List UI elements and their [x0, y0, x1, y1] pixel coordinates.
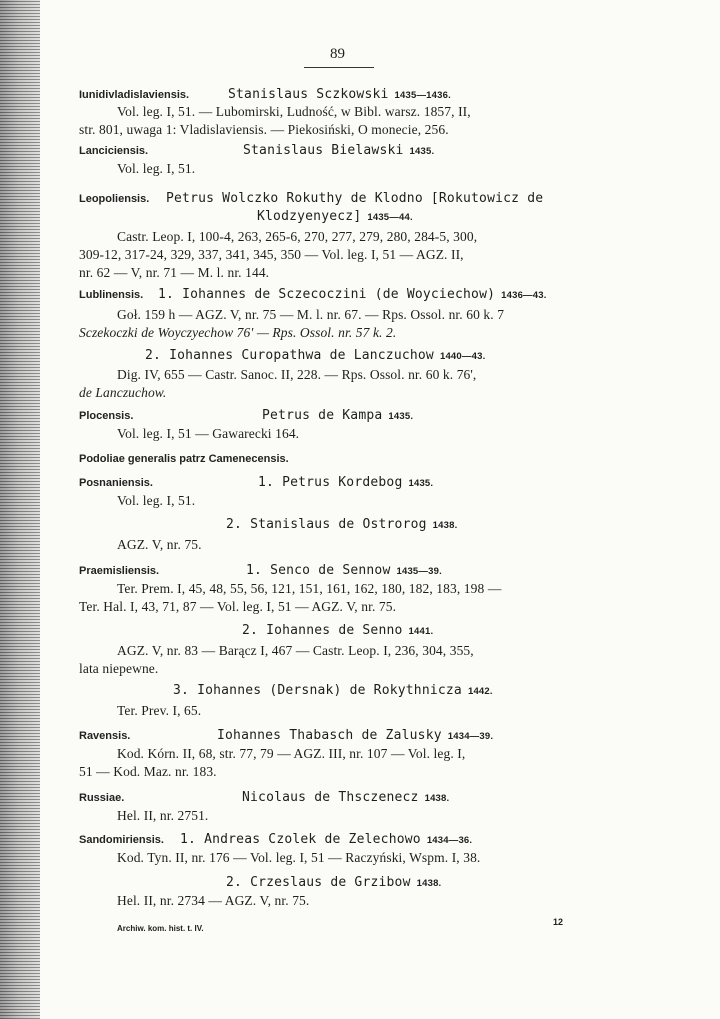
reference-line: Vol. leg. I, 51.: [117, 161, 196, 176]
reference-line: Kod. Tyn. II, nr. 176 — Vol. leg. I, 51 — Raczyński, Wspm. I, 38.: [117, 850, 481, 865]
reference-line: Sczekoczki de Woyczyechow 76' — Rps. Ossol. nr. 57 k. 2.: [79, 325, 397, 340]
diocese-label: Ravensis.: [79, 730, 131, 742]
official-name: Petrus Wolczko Rokuthy de Klodno [Rokutowicz de: [166, 191, 544, 206]
cross-reference: Podoliae generalis patrz Camenecensis.: [79, 453, 289, 465]
reference-line: nr. 62 — V, nr. 71 — M. l. nr. 144.: [79, 265, 270, 280]
official-name: Petrus de Kampa 1435.: [262, 408, 414, 423]
official-name: Stanislaus Sczkowski 1435—1436.: [228, 87, 451, 102]
reference-line: Kod. Kórn. II, 68, str. 77, 79 — AGZ. III, nr. 107 — Vol. leg. I,: [117, 746, 466, 761]
official-name: 2. Iohannes de Senno 1441.: [242, 623, 434, 638]
page-number: 89: [330, 46, 345, 62]
reference-line: Dig. IV, 655 — Castr. Sanoc. II, 228. — Rps. Ossol. nr. 60 k. 76',: [117, 367, 477, 382]
official-name: Klodzyenyecz] 1435—44.: [257, 209, 413, 224]
reference-line: de Lanczuchow.: [79, 385, 167, 400]
official-name: 1. Petrus Kordebog 1435.: [258, 475, 434, 490]
reference-line: 51 — Kod. Maz. nr. 183.: [79, 764, 217, 779]
reference-line: 309-12, 317-24, 329, 337, 341, 345, 350 — Vol. leg. I, 51 — AGZ. II,: [79, 247, 464, 262]
official-name: 3. Iohannes (Dersnak) de Rokythnicza 1442.: [173, 683, 493, 698]
diocese-label: Lublinensis.: [79, 289, 144, 301]
diocese-label: Leopoliensis.: [79, 193, 150, 205]
reference-line: Vol. leg. I, 51. — Lubomirski, Ludność, w Bibl. warsz. 1857, II,: [117, 104, 471, 119]
reference-line: lata niepewne.: [79, 661, 159, 676]
diocese-label: Praemisliensis.: [79, 565, 160, 577]
diocese-label: Posnaniensis.: [79, 477, 153, 489]
reference-line: str. 801, uwaga 1: Vladislaviensis. — Piekosiński, O monecie, 256.: [79, 122, 449, 137]
reference-line: Ter. Prev. I, 65.: [117, 703, 202, 718]
reference-line: Vol. leg. I, 51 — Gawarecki 164.: [117, 426, 300, 441]
official-name: Nicolaus de Thsczenecz 1438.: [242, 790, 450, 805]
reference-line: Ter. Hal. I, 43, 71, 87 — Vol. leg. I, 51 — AGZ. V, nr. 75.: [79, 599, 397, 614]
reference-line: Castr. Leop. I, 100-4, 263, 265-6, 270, 277, 279, 280, 284-5, 300,: [117, 229, 478, 244]
diocese-label: Plocensis.: [79, 410, 134, 422]
official-name: 1. Andreas Czolek de Zelechowo 1434—36.: [180, 832, 473, 847]
page-number-rule: [304, 67, 374, 68]
official-name: 2. Stanislaus de Ostrorog 1438.: [226, 517, 458, 532]
reference-line: Goł. 159 h — AGZ. V, nr. 75 — M. l. nr. 67. — Rps. Ossol. nr. 60 k. 7: [117, 307, 505, 322]
official-name: Iohannes Thabasch de Zalusky 1434—39.: [217, 728, 494, 743]
sheet-number: 12: [553, 917, 564, 927]
official-name: Stanislaus Bielawski 1435.: [243, 143, 435, 158]
reference-line: Hel. II, nr. 2734 — AGZ. V, nr. 75.: [117, 893, 310, 908]
diocese-label: Lanciciensis.: [79, 145, 149, 157]
official-name: 1. Iohannes de Sczecoczini (de Woyciechow) 1436—43.: [158, 287, 547, 302]
official-name: 1. Senco de Sennow 1435—39.: [246, 563, 442, 578]
official-name: 2. Crzeslaus de Grzibow 1438.: [226, 875, 442, 890]
official-name: 2. Iohannes Curopathwa de Lanczuchow 1440—43.: [145, 348, 486, 363]
diocese-label: Iunidivladislaviensis.: [79, 89, 190, 101]
footer-signature: Archiw. kom. hist. t. IV.: [117, 924, 204, 933]
diocese-label: Sandomiriensis.: [79, 834, 164, 846]
reference-line: Vol. leg. I, 51.: [117, 493, 196, 508]
diocese-label: Russiae.: [79, 792, 125, 804]
reference-line: AGZ. V, nr. 83 — Barącz I, 467 — Castr. Leop. I, 236, 304, 355,: [117, 643, 474, 658]
reference-line: Ter. Prem. I, 45, 48, 55, 56, 121, 151, 161, 162, 180, 182, 183, 198 —: [117, 581, 502, 596]
reference-line: AGZ. V, nr. 75.: [117, 537, 202, 552]
reference-line: Hel. II, nr. 2751.: [117, 808, 209, 823]
